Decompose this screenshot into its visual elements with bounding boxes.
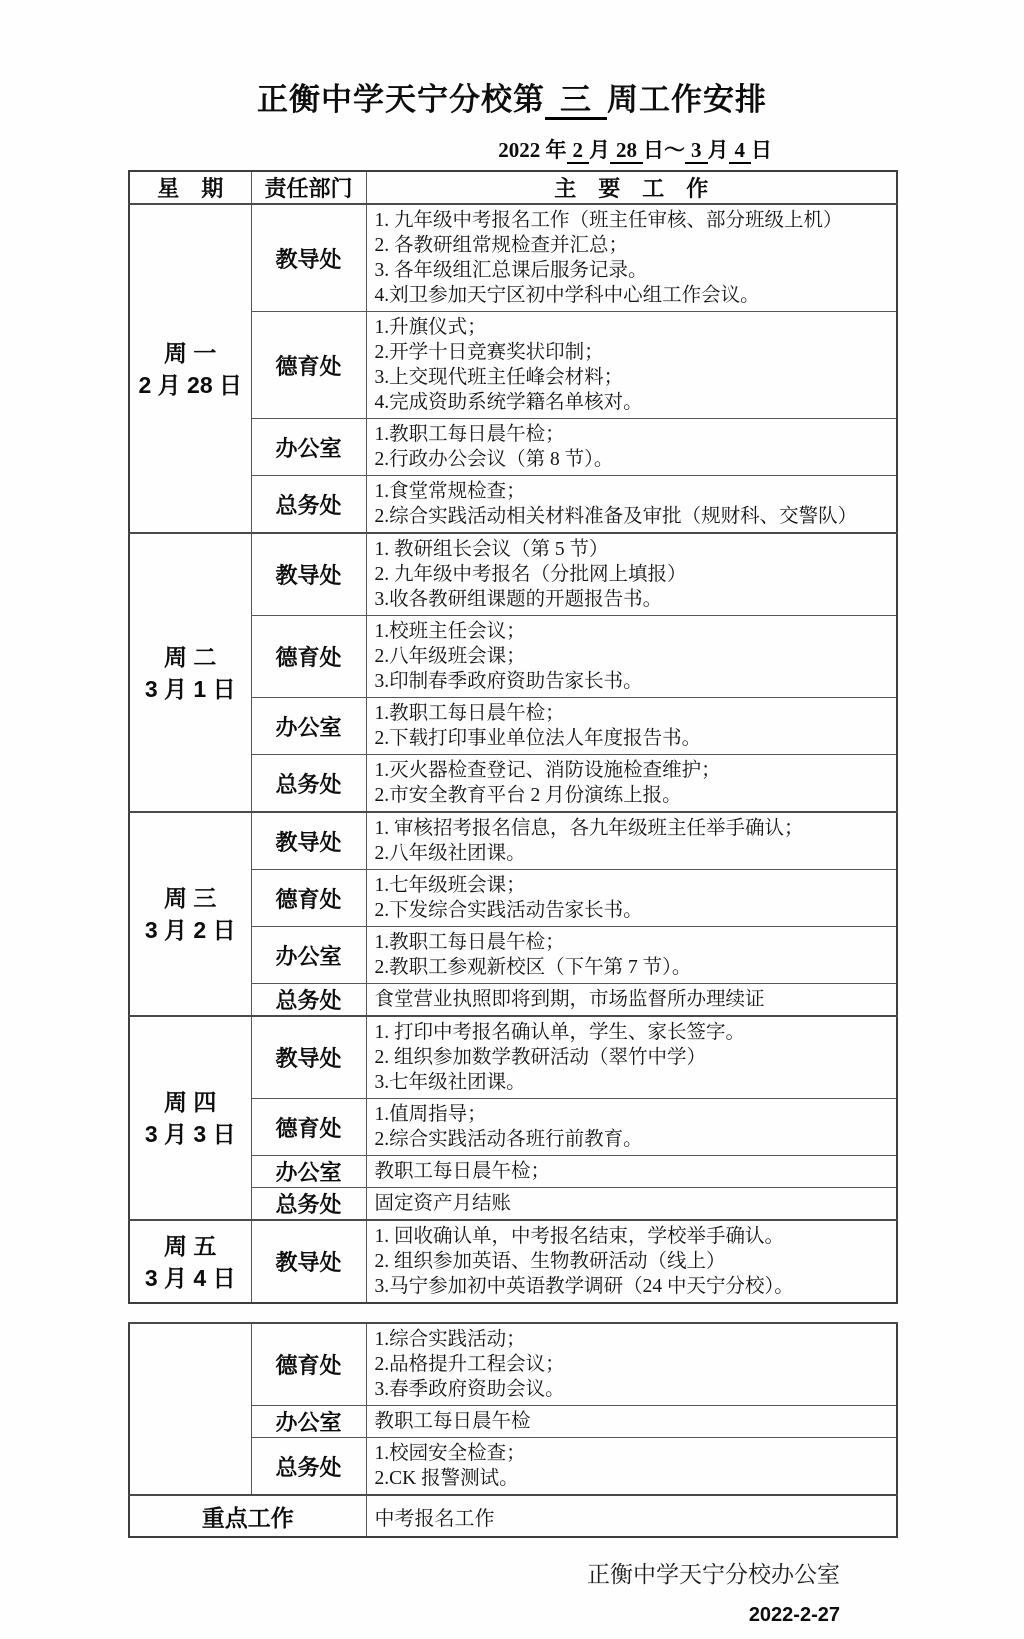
work-item: 1.教职工每日晨午检； (374, 703, 565, 724)
work-item: 2. 九年级中考报名（分批网上填报） (374, 564, 687, 585)
day-name: 周 三 (164, 885, 217, 911)
footer (0, 1556, 1024, 1627)
day-name: 周 一 (164, 339, 217, 366)
department-cell: 办公室 (251, 1156, 366, 1188)
work-item: 3.收各教研组课题的开题报告书。 (374, 589, 663, 610)
department-cell: 总务处 (251, 984, 366, 1017)
work-item: 教职工每日晨午检 (374, 1411, 531, 1432)
work-items-cell (366, 419, 897, 476)
date-year-label: 年 (545, 138, 567, 162)
department-cell: 总务处 (251, 755, 366, 813)
work-item: 2.综合实践活动各班行前教育。 (374, 1129, 643, 1150)
table-header-row (129, 171, 897, 204)
schedule-row (129, 812, 897, 870)
work-items-cell (366, 698, 897, 755)
work-items-cell (366, 870, 897, 927)
department-cell: 德育处 (251, 616, 366, 698)
date-day-label-1: 日 (643, 138, 664, 162)
date-year: 2022 (498, 138, 541, 162)
work-items-cell (366, 1156, 897, 1188)
work-item: 2.市安全教育平台 2 月份演练上报。 (374, 785, 682, 806)
schedule-row (129, 1220, 897, 1303)
day-cell (129, 1016, 251, 1220)
work-items-cell (366, 812, 897, 870)
day-date: 3 月 2 日 (144, 917, 236, 943)
work-items-cell (366, 1188, 897, 1221)
work-item: 1.灭火器检查登记、消防设施检查维护； (374, 760, 721, 781)
department-cell: 教导处 (251, 204, 366, 312)
work-item: 1.升旗仪式； (374, 317, 487, 338)
work-items-cell (366, 204, 897, 312)
day-name: 周 四 (164, 1089, 217, 1115)
department-cell: 德育处 (251, 1323, 366, 1406)
date-month-label-2: 月 (707, 138, 729, 162)
day-name: 周 二 (164, 643, 217, 670)
day-date: 3 月 1 日 (144, 675, 236, 702)
work-item: 固定资产月结账 (374, 1193, 512, 1214)
work-item: 2.教职工参观新校区（下午第 7 节）。 (374, 957, 692, 978)
header-day: 星 期 (129, 171, 251, 204)
supplementary-schedule-table (128, 1322, 898, 1538)
work-item: 1.教职工每日晨午检； (374, 932, 565, 953)
work-items-cell (366, 476, 897, 534)
work-item: 3.春季政府资助会议。 (374, 1379, 565, 1400)
work-items-cell (366, 984, 897, 1017)
department-cell: 德育处 (251, 1099, 366, 1156)
work-items-cell (366, 1099, 897, 1156)
work-item: 4.刘卫参加天宁区初中学科中心组工作会议。 (374, 285, 760, 306)
page-title (0, 0, 1024, 120)
work-item: 1. 审核招考报名信息，各九年级班主任举手确认； (374, 818, 804, 839)
title-suffix: 周工作安排 (607, 82, 767, 117)
work-item: 3.七年级社团课。 (374, 1072, 526, 1093)
date-start-day: 28 (610, 138, 643, 164)
date-range (128, 134, 896, 164)
work-item: 1.值周指导； (374, 1104, 487, 1125)
department-cell: 总务处 (251, 476, 366, 534)
department-cell: 德育处 (251, 870, 366, 927)
header-department: 责任部门 (251, 171, 366, 204)
work-items-cell (366, 927, 897, 984)
day-cell (129, 204, 251, 533)
schedule-row (129, 533, 897, 616)
date-start-month: 2 (567, 138, 590, 164)
work-items-cell (366, 312, 897, 419)
title-prefix: 正衡中学天宁分校第 (257, 82, 545, 117)
issue-date: 2022-2-27 (748, 1604, 840, 1626)
work-items-cell (366, 616, 897, 698)
day-cell (129, 1323, 251, 1495)
work-item: 3.上交现代班主任峰会材料； (374, 367, 624, 388)
date-separator: ～ (664, 138, 685, 162)
department-cell: 办公室 (251, 419, 366, 476)
work-items-cell (366, 1406, 897, 1438)
work-items-cell (366, 1220, 897, 1303)
work-item: 2.开学十日竞赛奖状印制； (374, 342, 604, 363)
date-month-label-1: 月 (589, 138, 610, 162)
key-work-label: 重点工作 (129, 1495, 366, 1537)
work-item: 2.下载打印事业单位法人年度报告书。 (374, 728, 702, 749)
work-item: 1.七年级班会课； (374, 875, 526, 896)
day-date: 3 月 3 日 (144, 1121, 236, 1147)
day-cell (129, 533, 251, 812)
department-cell: 办公室 (251, 698, 366, 755)
department-cell: 教导处 (251, 1016, 366, 1099)
work-item: 1.食堂常规检查； (374, 481, 526, 502)
date-end-month: 3 (685, 138, 708, 164)
work-item: 3.马宁参加初中英语教学调研（24 中天宁分校）。 (374, 1276, 794, 1297)
key-work-content: 中考报名工作 (366, 1495, 897, 1537)
work-item: 教职工每日晨午检； (374, 1161, 551, 1182)
work-item: 2.CK 报警测试。 (374, 1468, 519, 1489)
date-end-day: 4 (729, 138, 752, 164)
work-item: 2. 各教研组常规检查并汇总； (374, 235, 629, 256)
work-item: 1.校班主任会议； (374, 621, 526, 642)
work-items-cell (366, 533, 897, 616)
department-cell: 德育处 (251, 312, 366, 419)
department-cell: 教导处 (251, 1220, 366, 1303)
week-number: 三 (545, 83, 607, 120)
work-item: 2. 组织参加数学教研活动（翠竹中学） (374, 1047, 707, 1068)
date-day-label-2: 日 (751, 138, 772, 162)
department-cell: 办公室 (251, 1406, 366, 1438)
department-cell: 办公室 (251, 927, 366, 984)
schedule-row (129, 204, 897, 312)
day-date: 3 月 4 日 (144, 1264, 236, 1291)
department-cell: 总务处 (251, 1188, 366, 1221)
work-item: 1.综合实践活动； (374, 1329, 526, 1350)
issuing-office: 正衡中学天宁分校办公室 (587, 1562, 840, 1587)
day-cell (129, 1220, 251, 1303)
work-item: 1. 打印中考报名确认单，学生、家长签字。 (374, 1022, 746, 1043)
key-work-row (129, 1495, 897, 1537)
work-item: 2.综合实践活动相关材料准备及审批（规财科、交警队） (374, 506, 858, 527)
work-items-cell (366, 1438, 897, 1496)
day-cell (129, 812, 251, 1016)
work-item: 1.教职工每日晨午检； (374, 424, 565, 445)
schedule-row (129, 1323, 897, 1406)
work-item: 食堂营业执照即将到期，市场监督所办理续证 (374, 989, 765, 1010)
work-item: 1.校园安全检查； (374, 1443, 526, 1464)
work-items-cell (366, 1016, 897, 1099)
work-item: 2.八年级班会课； (374, 646, 526, 667)
work-items-cell (366, 755, 897, 813)
work-item: 2. 组织参加英语、生物教研活动（线上） (374, 1251, 726, 1272)
work-item: 1. 回收确认单，中考报名结束，学校举手确认。 (374, 1226, 785, 1247)
department-cell: 教导处 (251, 812, 366, 870)
work-item: 2.下发综合实践活动告家长书。 (374, 900, 643, 921)
department-cell: 教导处 (251, 533, 366, 616)
schedule-row (129, 1016, 897, 1099)
work-item: 2.八年级社团课。 (374, 843, 526, 864)
work-item: 3.印制春季政府资助告家长书。 (374, 671, 643, 692)
day-name: 周 五 (164, 1232, 217, 1259)
work-item: 1. 教研组长会议（第 5 节） (374, 539, 609, 560)
work-items-cell (366, 1323, 897, 1406)
weekly-schedule-table (128, 170, 898, 1304)
work-item: 4.完成资助系统学籍名单核对。 (374, 392, 643, 413)
work-item: 1. 九年级中考报名工作（班主任审核、部分班级上机） (374, 210, 843, 231)
work-item: 2.品格提升工程会议； (374, 1354, 565, 1375)
work-item: 2.行政办公会议（第 8 节）。 (374, 449, 614, 470)
header-main-work: 主 要 工 作 (366, 171, 897, 204)
department-cell: 总务处 (251, 1438, 366, 1496)
day-date: 2 月 28 日 (138, 371, 243, 398)
work-item: 3. 各年级组汇总课后服务记录。 (374, 260, 648, 281)
